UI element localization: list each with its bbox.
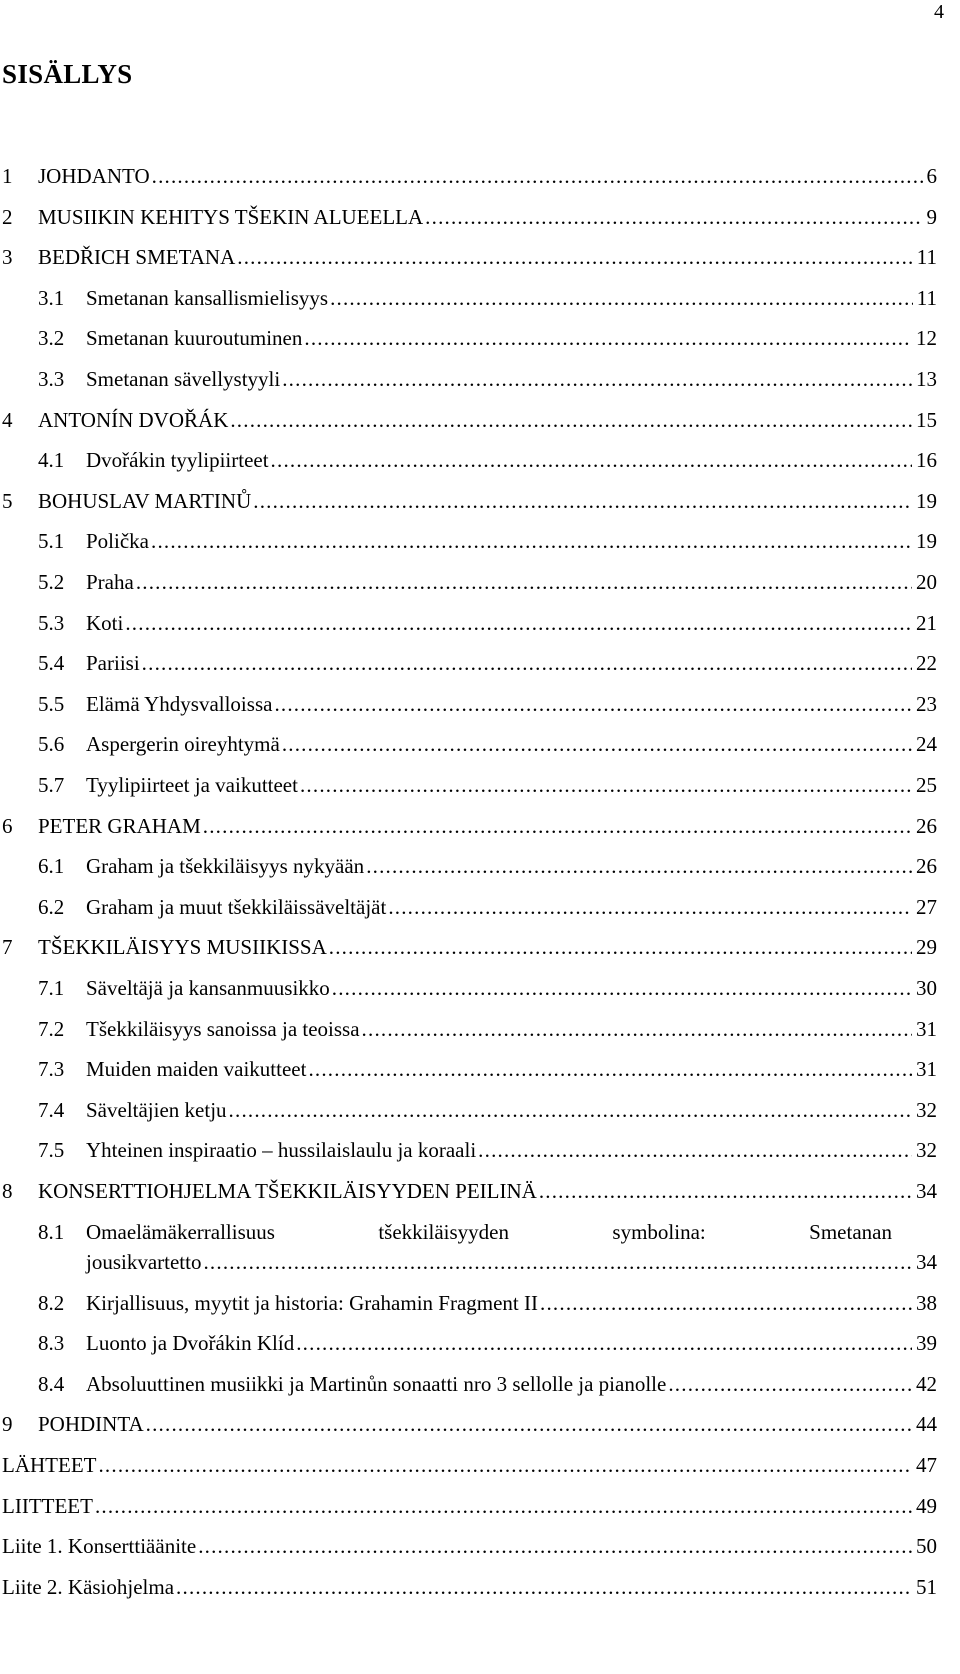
toc-entry-title: Aspergerin oireyhtymä bbox=[86, 732, 280, 757]
toc-entry-number: 5.4 bbox=[38, 651, 65, 676]
toc-entry-page: 24 bbox=[916, 732, 937, 757]
toc-entry-word: Smetanan bbox=[809, 1219, 892, 1244]
toc-entry-page: 12 bbox=[916, 326, 937, 351]
toc-entry-page: 25 bbox=[916, 773, 937, 797]
toc-entry-number: 7.3 bbox=[38, 1057, 65, 1082]
toc-entry-page: 49 bbox=[916, 1493, 937, 1518]
dot-leader bbox=[253, 487, 912, 515]
toc-entry[interactable] bbox=[0, 568, 960, 596]
dot-leader bbox=[330, 284, 913, 312]
toc-entry-title: TŠEKKILÄISYYS MUSIIKISSA bbox=[38, 935, 327, 960]
toc-entry-page: 50 bbox=[916, 1534, 937, 1559]
toc-entry-word: tšekkiläisyyden bbox=[378, 1219, 509, 1244]
toc-entry-number: 6.1 bbox=[38, 854, 65, 879]
toc-entry-title: ANTONÍN DVOŘÁK bbox=[38, 407, 229, 432]
toc-entry-page: 51 bbox=[916, 1574, 937, 1599]
toc-entry-title: Yhteinen inspiraatio – hussilaislaulu ja koraali bbox=[86, 1138, 477, 1163]
dot-leader bbox=[282, 730, 912, 758]
dot-leader bbox=[478, 1136, 912, 1164]
toc-entry-title: MUSIIKIN KEHITYS TŠEKIN ALUEELLA bbox=[38, 204, 424, 229]
dot-leader bbox=[388, 893, 912, 921]
toc-entry-number: 5.7 bbox=[38, 773, 65, 797]
toc-entry-title: Tyylipiirteet ja vaikutteet bbox=[86, 773, 298, 797]
toc-entry-title: LIITTEET bbox=[2, 1493, 93, 1518]
toc-entry-title: BEDŘICH SMETANA bbox=[38, 245, 236, 270]
toc-entry-title: Muiden maiden vaikutteet bbox=[86, 1057, 307, 1082]
toc-entry-page: 6 bbox=[926, 164, 937, 188]
dot-leader bbox=[282, 365, 912, 393]
toc-entry-word: Omaelämäkerrallisuus bbox=[86, 1219, 275, 1244]
toc-entry-page: 31 bbox=[916, 1057, 937, 1082]
dot-leader bbox=[151, 527, 912, 555]
toc-entry-title: JOHDANTO bbox=[38, 164, 150, 188]
dot-leader bbox=[125, 609, 912, 637]
toc-entry[interactable] bbox=[0, 324, 960, 352]
toc-entry-page: 11 bbox=[916, 245, 937, 270]
dot-leader bbox=[539, 1177, 912, 1205]
toc-entry-title: Smetanan kansallismielisyys bbox=[86, 285, 329, 310]
toc-entry-page: 32 bbox=[916, 1138, 937, 1163]
toc-entry[interactable] bbox=[0, 1015, 960, 1043]
toc-entry[interactable] bbox=[0, 649, 960, 677]
toc-entry-page: 34 bbox=[916, 1249, 937, 1274]
toc-entry[interactable] bbox=[0, 284, 960, 312]
toc-entry-page: 19 bbox=[916, 488, 937, 513]
dot-leader bbox=[230, 406, 912, 434]
dot-leader bbox=[229, 1096, 912, 1124]
toc-entry-number: 5.3 bbox=[38, 610, 65, 635]
toc-entry-number: 8.4 bbox=[38, 1371, 65, 1396]
toc-entry-page: 47 bbox=[916, 1453, 937, 1478]
toc-entry[interactable] bbox=[0, 974, 960, 1002]
toc-entry[interactable] bbox=[0, 1136, 960, 1164]
toc-entry-number: 1 bbox=[2, 164, 13, 188]
toc-entry[interactable] bbox=[0, 812, 960, 840]
dot-leader bbox=[142, 649, 912, 677]
toc-entry[interactable] bbox=[0, 893, 960, 921]
toc-entry-number: 8 bbox=[2, 1179, 13, 1203]
dot-leader bbox=[668, 1370, 912, 1398]
dot-leader bbox=[95, 1492, 912, 1520]
dot-leader bbox=[271, 446, 912, 474]
toc-entry-page: 34 bbox=[916, 1179, 937, 1203]
toc-entry-title: PETER GRAHAM bbox=[38, 813, 201, 838]
toc-entry-title: Smetanan sävellystyyli bbox=[86, 367, 281, 391]
toc-entry-number: 7.5 bbox=[38, 1138, 65, 1163]
toc-entry-page: 38 bbox=[916, 1290, 937, 1315]
toc-entry-number: 4 bbox=[2, 407, 13, 432]
dot-leader bbox=[300, 771, 912, 799]
toc-entry-number: 7 bbox=[2, 935, 13, 960]
toc-entry[interactable] bbox=[0, 1532, 960, 1560]
dot-leader bbox=[304, 324, 912, 352]
toc-entry-number: 3.3 bbox=[38, 367, 65, 391]
toc-entry[interactable] bbox=[0, 1451, 960, 1479]
toc-entry-page: 39 bbox=[916, 1331, 937, 1356]
toc-entry-page: 27 bbox=[916, 894, 937, 919]
dot-leader bbox=[136, 568, 912, 596]
toc-entry[interactable] bbox=[0, 1289, 960, 1317]
toc-entry-title: Dvořákin tyylipiirteet bbox=[86, 448, 269, 473]
toc-entry[interactable] bbox=[0, 730, 960, 758]
toc-entry[interactable] bbox=[0, 609, 960, 637]
toc-entry-title: Luonto ja Dvořákin Klíd bbox=[86, 1331, 295, 1356]
toc-entry[interactable] bbox=[0, 1370, 960, 1398]
toc-entry-number: 5.1 bbox=[38, 529, 65, 554]
toc-entry-title: Smetanan kuuroutuminen bbox=[86, 326, 303, 351]
toc-entry[interactable] bbox=[0, 162, 960, 190]
toc-entry[interactable] bbox=[0, 1573, 960, 1601]
toc-entry-title: POHDINTA bbox=[38, 1412, 144, 1437]
toc-entry[interactable] bbox=[0, 771, 960, 799]
toc-entry-title: LÄHTEET bbox=[2, 1453, 97, 1478]
toc-entry-number: 5.6 bbox=[38, 732, 65, 757]
dot-leader bbox=[203, 1248, 912, 1276]
dot-leader bbox=[237, 243, 913, 271]
toc-entry-page: 9 bbox=[926, 204, 937, 229]
dot-leader bbox=[198, 1532, 912, 1560]
dot-leader bbox=[366, 852, 912, 880]
toc-entry-title-line1 bbox=[86, 1218, 892, 1246]
toc-entry-title: BOHUSLAV MARTINŮ bbox=[38, 488, 252, 513]
toc-entry-title: Praha bbox=[86, 570, 134, 594]
page-number: 4 bbox=[934, 1, 944, 23]
toc-entry-page: 30 bbox=[916, 976, 937, 1000]
toc-entry[interactable] bbox=[0, 203, 960, 231]
toc-entry-number: 6.2 bbox=[38, 894, 65, 919]
toc-entry-number: 8.2 bbox=[38, 1290, 65, 1315]
toc-entry-page: 21 bbox=[916, 610, 937, 635]
toc-entry-page: 42 bbox=[916, 1371, 937, 1396]
dot-leader bbox=[274, 690, 912, 718]
toc-entry-title: Pariisi bbox=[86, 651, 140, 676]
toc-entry-word: symbolina: bbox=[612, 1219, 706, 1244]
toc-entry[interactable] bbox=[0, 852, 960, 880]
toc-entry[interactable] bbox=[0, 1492, 960, 1520]
toc-entry-page: 29 bbox=[916, 935, 937, 960]
toc-entry-title: Liite 2. Käsiohjelma bbox=[2, 1574, 175, 1599]
toc-entry-title: Graham ja muut tšekkiläissäveltäjät bbox=[86, 894, 387, 919]
toc-entry-title: Liite 1. Konserttiäänite bbox=[2, 1534, 197, 1559]
dot-leader bbox=[296, 1329, 912, 1357]
toc-entry[interactable] bbox=[0, 243, 960, 271]
toc-entry[interactable] bbox=[0, 527, 960, 555]
toc-entry-page: 20 bbox=[916, 570, 937, 594]
dot-leader bbox=[362, 1015, 912, 1043]
toc-entry-number: 8.3 bbox=[38, 1331, 65, 1356]
toc-entry-title: jousikvartetto bbox=[86, 1249, 202, 1274]
dot-leader bbox=[152, 162, 923, 190]
dot-leader bbox=[203, 812, 912, 840]
toc-entry-title: Absoluuttinen musiikki ja Martinůn sonaatti nro 3 sellolle ja pianolle bbox=[86, 1371, 667, 1396]
toc-entry[interactable] bbox=[0, 690, 960, 718]
toc-entry[interactable] bbox=[0, 1177, 960, 1205]
toc-entry-title: Elämä Yhdysvalloissa bbox=[86, 691, 273, 716]
toc-entry-number: 8.1 bbox=[38, 1219, 65, 1244]
toc-entry-number: 4.1 bbox=[38, 448, 65, 473]
toc-entry-number: 7.2 bbox=[38, 1016, 65, 1041]
toc-entry-number: 5.2 bbox=[38, 570, 65, 594]
dot-leader bbox=[332, 974, 912, 1002]
toc-entry-number: 5.5 bbox=[38, 691, 65, 716]
toc-entry-page: 31 bbox=[916, 1016, 937, 1041]
toc-entry-page: 44 bbox=[916, 1412, 937, 1437]
toc-entry-page: 15 bbox=[916, 407, 937, 432]
dot-leader bbox=[540, 1289, 912, 1317]
toc-entry[interactable] bbox=[0, 1218, 960, 1278]
dot-leader bbox=[98, 1451, 912, 1479]
dot-leader bbox=[146, 1410, 912, 1438]
toc-entry-page: 26 bbox=[916, 854, 937, 879]
toc-entry-page: 11 bbox=[916, 285, 937, 310]
toc-entry-number: 3 bbox=[2, 245, 13, 270]
toc-entry-number: 3.1 bbox=[38, 285, 65, 310]
toc-entry[interactable] bbox=[0, 1055, 960, 1083]
toc-entry-page: 22 bbox=[916, 651, 937, 676]
dot-leader bbox=[308, 1055, 912, 1083]
toc-entry-number: 9 bbox=[2, 1412, 13, 1437]
toc-entry-title: Tšekkiläisyys sanoissa ja teoissa bbox=[86, 1016, 360, 1041]
toc-title: SISÄLLYS bbox=[2, 59, 133, 89]
dot-leader bbox=[329, 933, 912, 961]
toc-entry[interactable] bbox=[0, 1410, 960, 1438]
toc-entry[interactable] bbox=[0, 406, 960, 434]
toc-entry-title: Graham ja tšekkiläisyys nykyään bbox=[86, 854, 365, 879]
toc-entry-page: 19 bbox=[916, 529, 937, 554]
dot-leader bbox=[176, 1573, 912, 1601]
toc-entry-number: 7.4 bbox=[38, 1097, 65, 1122]
toc-entry-title: Polička bbox=[86, 529, 149, 554]
toc-entry[interactable] bbox=[0, 446, 960, 474]
toc-entry-title: Kirjallisuus, myytit ja historia: Grahamin Fragment II bbox=[86, 1290, 539, 1315]
toc-entry-page: 13 bbox=[916, 367, 937, 391]
toc-entry[interactable] bbox=[0, 487, 960, 515]
toc-entry[interactable] bbox=[0, 933, 960, 961]
toc-entry-page: 26 bbox=[916, 813, 937, 838]
toc-entry-number: 2 bbox=[2, 204, 13, 229]
toc-entry-title: Säveltäjä ja kansanmuusikko bbox=[86, 976, 330, 1000]
toc-entry[interactable] bbox=[0, 1329, 960, 1357]
toc-entry-page: 16 bbox=[916, 448, 937, 473]
toc-entry-title: Säveltäjien ketju bbox=[86, 1097, 227, 1122]
toc-entry-number: 7.1 bbox=[38, 976, 65, 1000]
toc-entry[interactable] bbox=[0, 1096, 960, 1124]
toc-entry-page: 32 bbox=[916, 1097, 937, 1122]
dot-leader bbox=[425, 203, 922, 231]
toc-entry-number: 6 bbox=[2, 813, 13, 838]
toc-entry-title: KONSERTTIOHJELMA TŠEKKILÄISYYDEN PEILINÄ bbox=[38, 1179, 537, 1203]
toc-entry-number: 3.2 bbox=[38, 326, 65, 351]
toc-entry-number: 5 bbox=[2, 488, 13, 513]
toc-entry-page: 23 bbox=[916, 691, 937, 716]
toc-entry-title: Koti bbox=[86, 610, 124, 635]
toc-entry[interactable] bbox=[0, 365, 960, 393]
